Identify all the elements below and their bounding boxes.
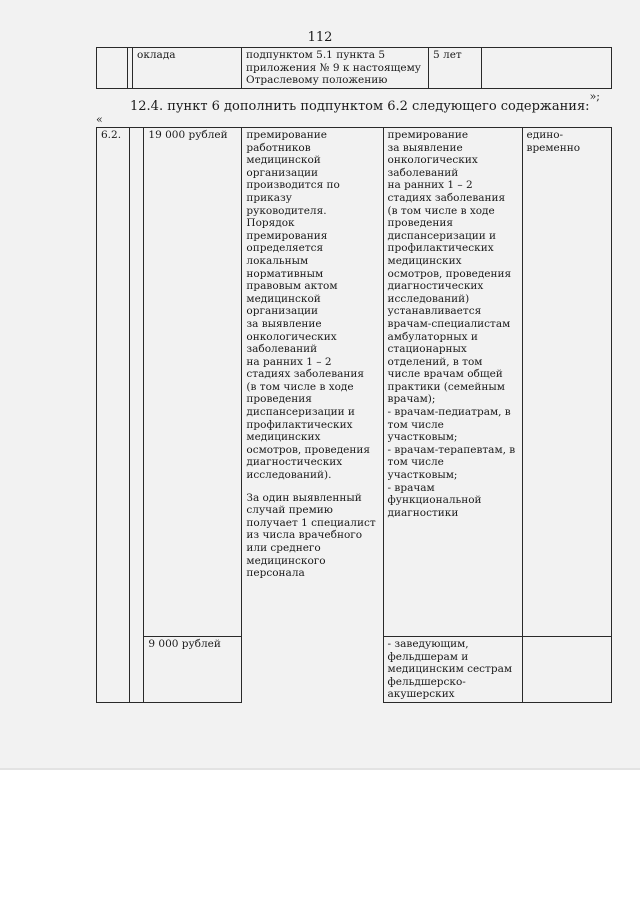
table-cell: подпунктом 5.1 пункта 5 приложения № 9 к настоящему Отраслевому положению bbox=[242, 48, 429, 89]
page-edge bbox=[0, 768, 640, 770]
previous-table-fragment bbox=[96, 47, 612, 89]
page-number: 112 bbox=[307, 30, 333, 45]
opening-quote: « bbox=[96, 113, 103, 126]
closing-quote: »; bbox=[589, 90, 600, 103]
bonus-table bbox=[96, 127, 612, 703]
item-number: 6.2. bbox=[97, 128, 130, 703]
table-cell-empty bbox=[522, 637, 611, 703]
bonus-amount: 9 000 рублей bbox=[144, 637, 242, 703]
payment-frequency bbox=[522, 128, 611, 637]
section-heading: 12.4. пункт 6 дополнить подпунктом 6.2 следующего содержания: bbox=[130, 99, 590, 114]
recipients-text: премирование за выявление онкологических заболеваний на ранних 1 – 2 стадиях заболевания (в том числе в ходе проведения диспансеризации и профилактических медицинских осмотров, проведения диагностических исследований) устанавливается врачам-специалистам амбулаторных и стационарных отделений, в том числе врачам общей практики (семейным врачам); - врачам-педиатрам, в том числе участковым; - врачам-терапевтам, в том числе участковым; - врачам функциональной диагностики bbox=[387, 129, 516, 519]
table-cell: 5 лет bbox=[429, 48, 482, 89]
conditions-text: премирование работников медицинской организации производится по приказу руководителя. Порядок премирования определяется локальным нормативным правовым актом медицинской организации за выявление онкологических заболеваний на ранних 1 – 2 стадиях заболевания (в том числе в ходе проведения диспансеризации и профилактических медицинских осмотров, проведения диагностических исследований). bbox=[246, 129, 371, 482]
table-cell-empty bbox=[482, 48, 612, 89]
table-cell-empty bbox=[97, 48, 128, 89]
table-cell-empty bbox=[130, 128, 144, 703]
bonus-conditions bbox=[242, 128, 383, 637]
table-cell-empty bbox=[242, 637, 383, 703]
bonus-recipients bbox=[383, 128, 522, 637]
frequency-text: едино- временно bbox=[526, 129, 581, 154]
bonus-recipients bbox=[383, 637, 522, 703]
table-row bbox=[97, 128, 612, 637]
table-row bbox=[97, 637, 612, 703]
bonus-amount: 19 000 рублей bbox=[144, 128, 242, 637]
conditions-note: За один выявленный случай премию получает 1 специалист из числа врачебного или среднего медицинского персонала bbox=[246, 491, 376, 580]
recipients-text: - заведующим, фельдшерам и медицинским сестрам фельдшерско- акушерских bbox=[387, 638, 513, 701]
table-cell: оклада bbox=[133, 48, 242, 89]
